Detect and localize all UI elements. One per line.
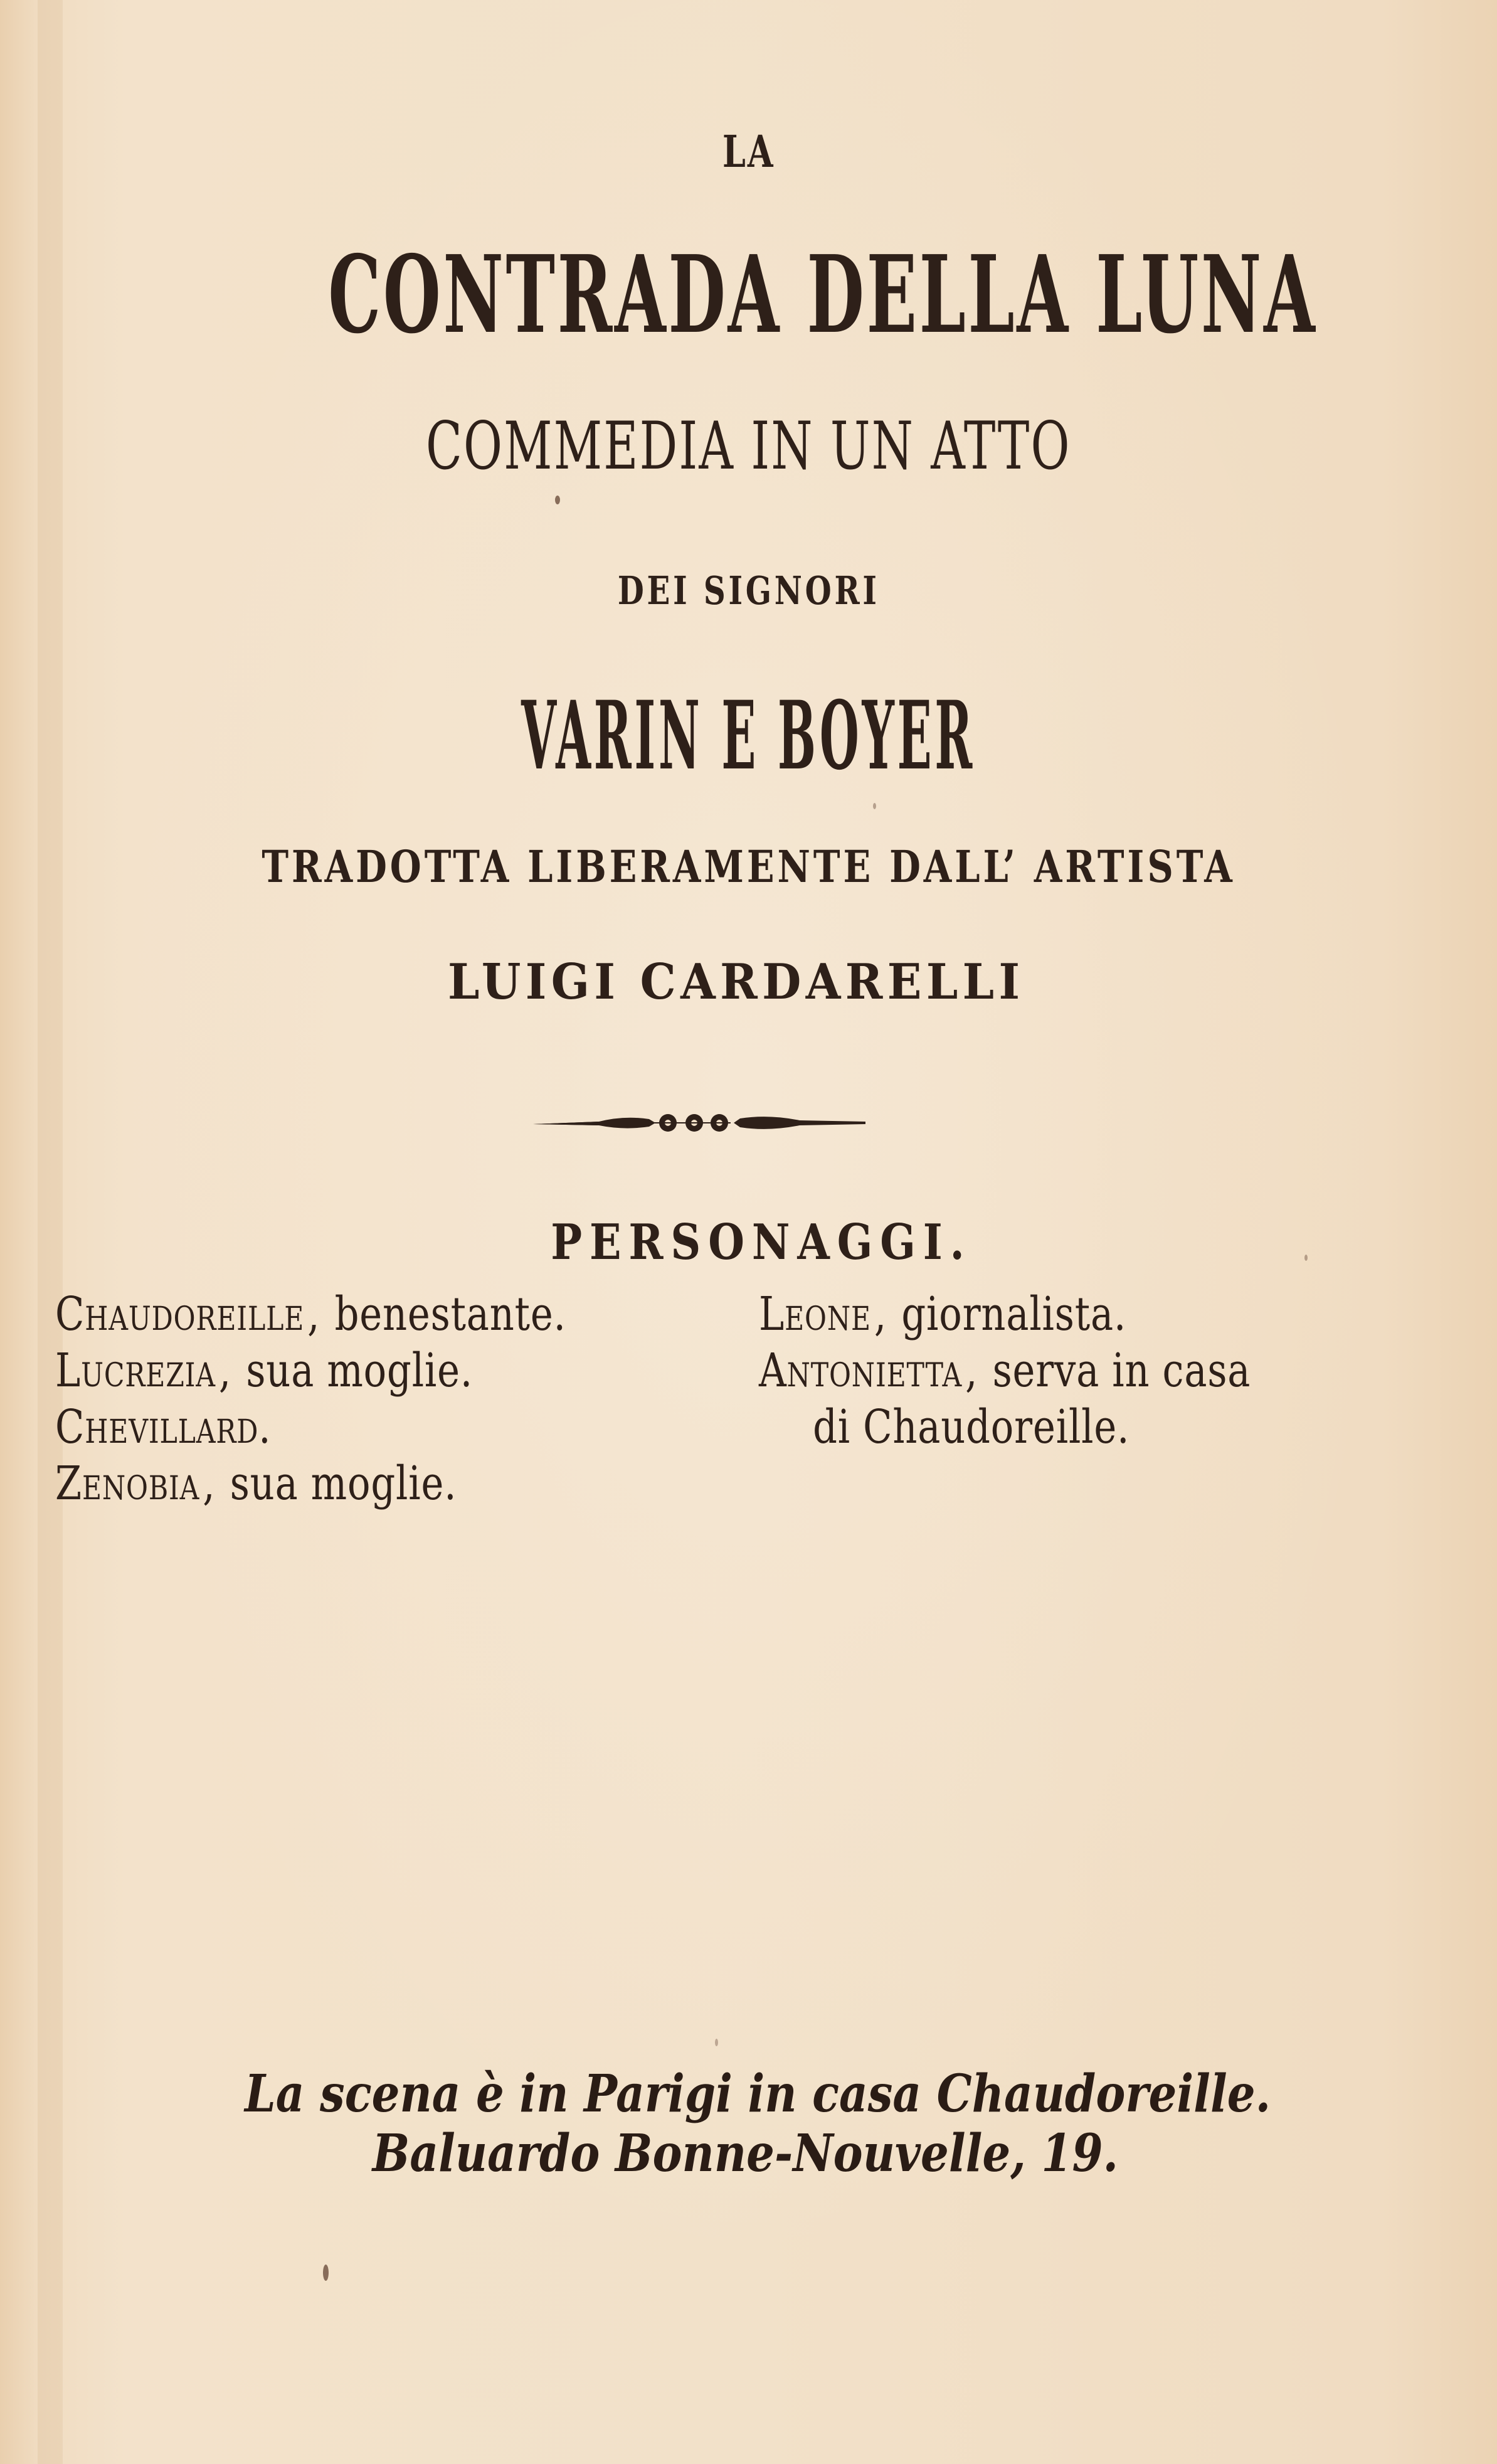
character-role: di Chaudoreille. [813, 1400, 1130, 1454]
character-role: benestante. [334, 1287, 566, 1341]
cast-list-right [759, 1286, 1251, 1455]
character-name: Chevillard. [55, 1400, 272, 1454]
character-name: Leone [759, 1287, 871, 1341]
character-name: Antonietta [759, 1344, 963, 1398]
authors: VARIN E BOYER [521, 681, 976, 791]
play-subtitle: COMMEDIA IN UN ATTO [426, 408, 1071, 484]
cast-list-left [55, 1286, 566, 1512]
character-role: giornalista. [901, 1287, 1127, 1341]
translation-note: TRADOTTA LIBERAMENTE DALL’ ARTISTA [262, 841, 1235, 893]
cast-member [55, 1399, 566, 1455]
cast-member: Chaudoreille, benestante. [55, 1287, 566, 1341]
decorative-rule-icon [530, 1110, 869, 1135]
ink-speck [323, 2265, 329, 2281]
setting-line-2: Baluardo Bonne-Nouvelle, 19. [372, 2123, 1119, 2184]
cast-heading: PERSONAGGI. [550, 1214, 972, 1271]
cast-member: Lucrezia, sua moglie. [55, 1344, 473, 1398]
character-role: sua moglie. [230, 1457, 457, 1511]
character-name: Zenobia [55, 1457, 200, 1511]
character-role: sua moglie. [246, 1344, 473, 1398]
setting-line-1: La scena è in Parigi in casa Chaudoreille. [245, 2064, 1271, 2124]
character-name: Chaudoreille [55, 1287, 305, 1341]
character-role: serva in casa [992, 1344, 1251, 1398]
play-title: CONTRADA DELLA LUNA [328, 232, 1318, 358]
ink-speck [715, 2039, 718, 2046]
cast-member: Antonietta, serva in casa [759, 1344, 1251, 1398]
translator-name: LUIGI CARDARELLI [447, 953, 1025, 1011]
cast-member: Zenobia, sua moglie. [55, 1457, 457, 1511]
cast-member-continuation [759, 1399, 1251, 1455]
ink-speck [873, 803, 876, 809]
cast-member: Leone, giornalista. [759, 1287, 1127, 1341]
ink-speck [555, 496, 560, 504]
title-article: LA [722, 125, 775, 178]
authors-intro: DEI SIGNORI [617, 568, 880, 613]
character-name: Lucrezia [55, 1344, 216, 1398]
